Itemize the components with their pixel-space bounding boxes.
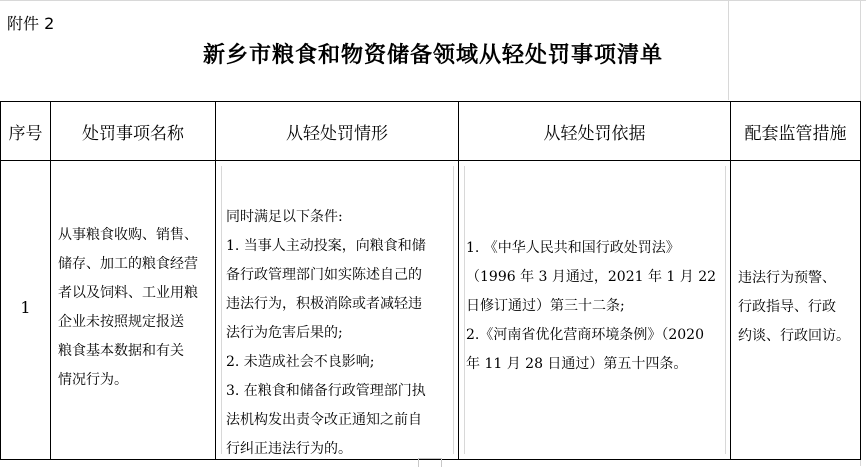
attachment-label: 附件 2 [7,14,55,33]
item-name-line: 者以及饲料、工业用粮 [58,285,198,301]
page-title: 新乡市粮食和物资储备领域从轻处罚事项清单 [202,42,663,68]
circumstance-line: 法行为危害后果的; [226,325,343,341]
measures-line: 约谈、行政回访。 [738,328,850,344]
item-name-line: 企业未按照规定报送 [58,314,184,330]
circumstance-line: 违法行为，积极消除或者减轻违 [226,296,422,312]
item-name-cell [58,221,198,395]
header-bottom-border [0,160,861,161]
basis-line: 日修订通过）第三十二条; [466,298,625,314]
row-number: 1 [20,298,31,317]
item-name-line: 粮食基本数据和有关 [58,343,184,359]
circumstance-line: 3. 在粮食和储备行政管理部门执 [226,383,426,399]
circumstance-line: 2. 未造成社会不良影响; [226,354,375,370]
measures-line: 行政指导、行政 [738,299,836,315]
cell-guide-left2 [464,166,465,454]
header-item-name: 处罚事项名称 [82,123,184,144]
circumstance-line: 1. 当事人主动投案，向粮食和储 [226,238,426,254]
measures-cell [738,264,850,351]
header-number: 序号 [8,123,43,144]
basis-line: 1. 《中华人民共和国行政处罚法》 [466,240,680,256]
cell-guide-right [453,166,454,454]
header-circumstance: 从轻处罚情形 [286,123,388,144]
circumstance-cell [226,203,426,464]
item-name-line: 储存、加工的粮食经营 [58,256,198,272]
circumstance-line: 同时满足以下条件: [226,209,343,225]
basis-cell [466,234,716,379]
measures-line: 违法行为预警、 [738,270,836,286]
basis-line: （1996 年 3 月通过，2021 年 1 月 22 [466,269,717,285]
header-basis: 从轻处罚依据 [543,123,646,144]
item-name-line: 从事粮食收购、销售、 [58,227,198,243]
basis-line: 年 11 月 28 日通过）第五十四条。 [466,356,688,372]
item-name-line: 情况行为。 [58,372,128,388]
circumstance-line: 行纠正违法行为的。 [226,441,352,457]
cell-guide-left [221,166,222,454]
circumstance-line: 备行政管理部门如实陈述自己的 [226,267,422,283]
col-border-5 [860,101,861,460]
cell-guide-right2 [725,166,726,454]
circumstance-line: 法机构发出责令改正通知之前自 [226,412,422,428]
header-measures: 配套监管措施 [744,123,847,144]
basis-line: 2.《河南省优化营商环境条例》（2020 [466,327,704,343]
grid-line-top [0,0,866,1]
